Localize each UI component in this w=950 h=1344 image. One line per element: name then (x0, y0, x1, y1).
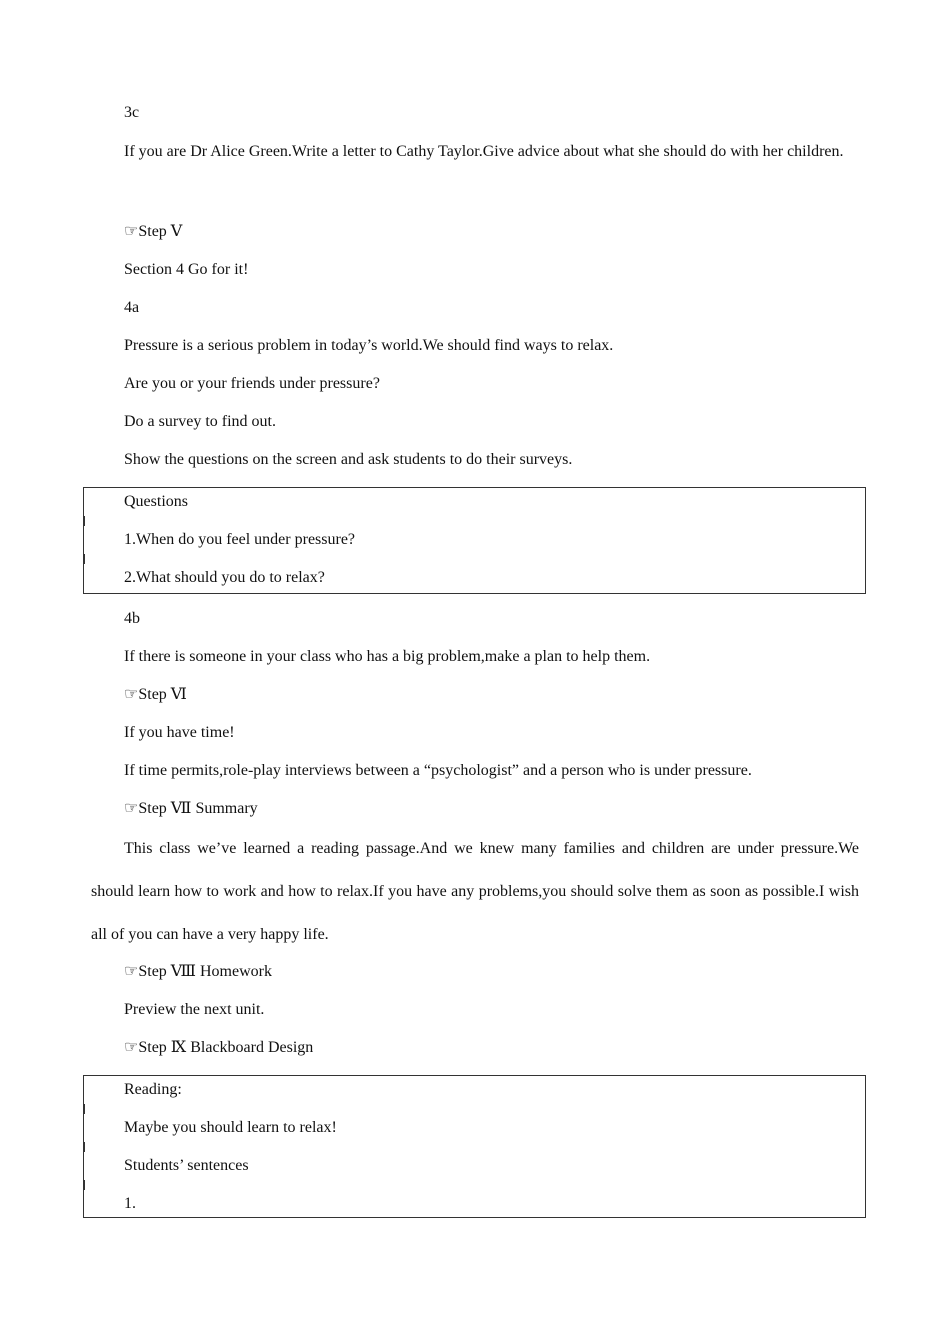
paragraph-4a-line-3: Do a survey to find out. (124, 413, 276, 430)
heading-3c: 3c (124, 104, 140, 121)
step-7-heading: ☞Step Ⅶ Summary (124, 800, 258, 817)
step-6-heading: ☞Step Ⅵ (124, 686, 187, 703)
blackboard-line-3: Students’ sentences (124, 1157, 249, 1174)
box-tick (865, 554, 866, 564)
paragraph-3c-task: If you are Dr Alice Green.Write a letter to Cathy Taylor.Give advice about what she should do with her children. (124, 143, 844, 160)
heading-4a: 4a (124, 299, 140, 316)
section-4-heading: Section 4 Go for it! (124, 261, 249, 278)
blackboard-line-4: 1. (124, 1195, 136, 1212)
box-tick (84, 1180, 85, 1190)
heading-4b: 4b (124, 610, 140, 627)
step-9-heading: ☞Step Ⅸ Blackboard Design (124, 1039, 314, 1056)
step-8-heading: ☞Step Ⅷ Homework (124, 963, 272, 980)
box-tick (84, 1142, 85, 1152)
blackboard-line-2: Maybe you should learn to relax! (124, 1119, 337, 1136)
paragraph-roleplay: If time permits,role-play interviews between a “psychologist” and a person who is under pressure. (124, 762, 752, 779)
box-tick (84, 554, 85, 564)
box-tick (84, 516, 85, 526)
box-tick (865, 1180, 866, 1190)
paragraph-4b: If there is someone in your class who has a big problem,make a plan to help them. (124, 648, 651, 665)
paragraph-if-time: If you have time! (124, 724, 235, 741)
step-5-heading: ☞Step Ⅴ (124, 223, 183, 240)
box-tick (865, 1142, 866, 1152)
box-tick (84, 1104, 85, 1114)
box-tick (865, 516, 866, 526)
question-1: 1.When do you feel under pressure? (124, 531, 356, 548)
paragraph-4a-line-4: Show the questions on the screen and ask students to do their surveys. (124, 451, 573, 468)
paragraph-4a-line-1: Pressure is a serious problem in today’s world.We should find ways to relax. (124, 337, 614, 354)
questions-title: Questions (124, 493, 188, 510)
paragraph-summary: This class we’ve learned a reading passage.And we knew many families and children are under pressure.We should learn how to work and how to relax.If you have any problems,you should solve them as soon as possible.I wish all of you can have a very happy life. (91, 840, 859, 943)
paragraph-4a-line-2: Are you or your friends under pressure? (124, 375, 380, 392)
blackboard-line-1: Reading: (124, 1081, 182, 1098)
question-2: 2.What should you do to relax? (124, 569, 325, 586)
blackboard-box (83, 1075, 866, 1218)
paragraph-homework: Preview the next unit. (124, 1001, 265, 1018)
box-tick (865, 1104, 866, 1114)
